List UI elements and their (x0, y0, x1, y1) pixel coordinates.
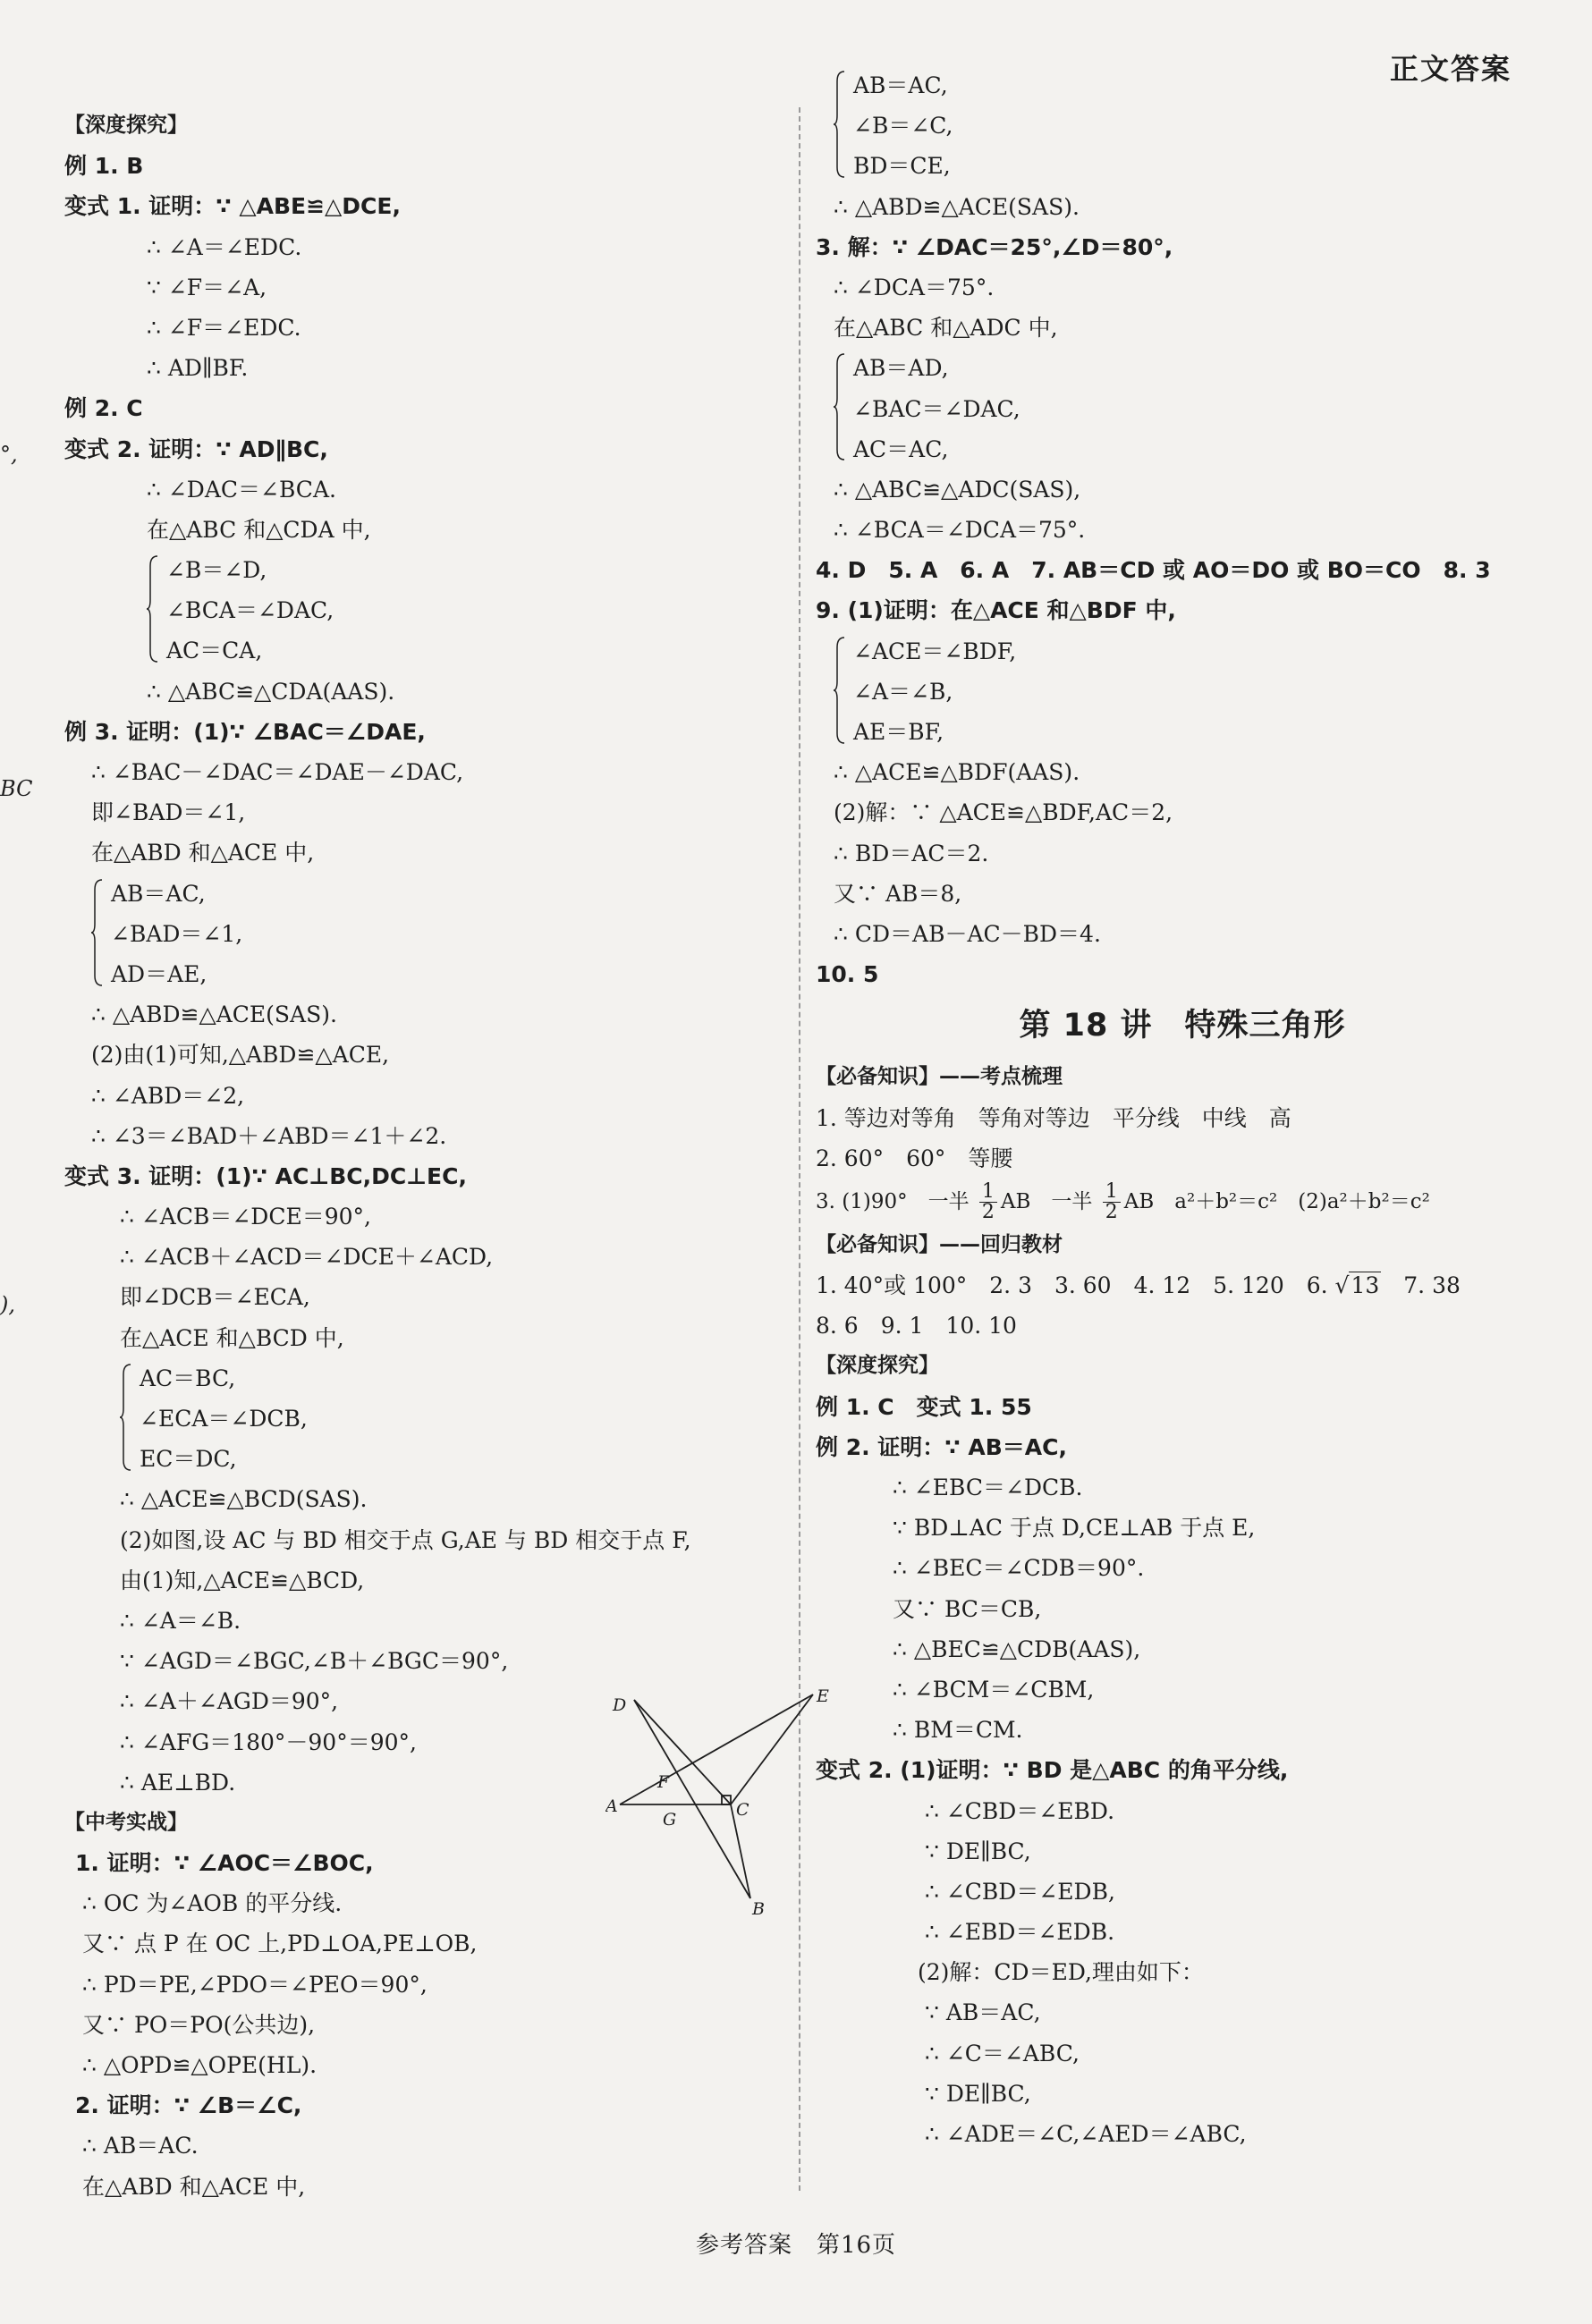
system-line: ∠B＝∠D, (166, 557, 267, 584)
proof-line: ∵ AB＝AC, (925, 1999, 1041, 2026)
proof-line: ∴ ∠ACB＝∠DCE＝90°, (120, 1204, 371, 1230)
proof-line: 在△ACE 和△BCD 中, (120, 1324, 344, 1351)
problem-line: 3. 解：∵ ∠DAC＝25°,∠D＝80°, (816, 233, 1173, 260)
proof-line: 又∵ BC＝CB, (893, 1595, 1042, 1622)
system-line: ∠BAD＝∠1, (111, 920, 243, 947)
proof-line: ∴ △ABD≌△ACE(SAS). (91, 1001, 337, 1028)
proof-line: ∴ ∠CBD＝∠EDB, (925, 1878, 1115, 1905)
proof-line: ∴ ∠ADE＝∠C,∠AED＝∠ABC, (925, 2121, 1247, 2147)
proof-line: ∴ AB＝AC. (82, 2133, 199, 2159)
segment-db (634, 1700, 750, 1898)
denominator: 2 (1105, 1201, 1118, 1224)
section-heading: 【必备知识】——考点梳理 (816, 1065, 1063, 1089)
proof-line: ∴ ∠3＝∠BAD＋∠ABD＝∠1＋∠2. (91, 1122, 447, 1149)
proof-line: (2)由(1)可知,△ABD≌△ACE, (91, 1042, 390, 1069)
answer-text: 1. 40°或 100° 2. 3 3. 60 4. 12 5. 120 6. (816, 1272, 1335, 1299)
denominator: 2 (981, 1201, 995, 1224)
edge-mark: BC (0, 776, 33, 801)
point-label-f: F (657, 1772, 670, 1792)
proof-line: 即∠DCB＝∠ECA, (120, 1284, 310, 1311)
answers-line: 8. 6 9. 1 10. 10 (816, 1313, 1017, 1339)
section-heading: 【深度探究】 (816, 1354, 939, 1378)
equation-system (834, 65, 1549, 187)
edge-mark: ), (0, 1292, 15, 1317)
system-line: AC＝AC, (853, 435, 949, 462)
page-footer: 参考答案 第16页 (695, 2232, 897, 2259)
example-answer: 例 1. C 变式 1. 55 (816, 1393, 1032, 1420)
point-label-g: G (663, 1810, 677, 1830)
answers-line: 10. 5 (816, 961, 879, 988)
example-answer: 例 2. C (64, 395, 143, 422)
section-heading: 【必备知识】——回归教材 (816, 1232, 1063, 1256)
equation-system (834, 631, 1549, 753)
system-line: ∠B＝∠C, (853, 113, 953, 139)
brace-icon (834, 71, 846, 178)
proof-line: ∴ △ABD≌△ACE(SAS). (834, 193, 1080, 220)
proof-line: 又∵ 点 P 在 OC 上,PD⊥OA,PE⊥OB, (82, 1931, 478, 1957)
point-label-d: D (613, 1695, 627, 1715)
proof-line: ∴ △BEC≌△CDB(AAS), (893, 1635, 1141, 1662)
example-answer: 例 1. B (64, 153, 144, 180)
system-line: EC＝DC, (140, 1446, 237, 1473)
section-heading: 【深度探究】 (64, 114, 188, 137)
answer-text: 7. 38 (1381, 1272, 1461, 1299)
problem-line: 9. (1)证明：在△ACE 和△BDF 中, (816, 597, 1176, 624)
answer-text: AB a²＋b²＝c² (2)a²＋b²＝c² (1123, 1189, 1430, 1213)
answers-line (816, 1179, 1549, 1225)
answers-line: 4. D 5. A 6. A 7. AB＝CD 或 AO＝DO 或 BO＝CO 8. 3 (816, 557, 1491, 584)
variant-line: 变式 3. 证明：(1)∵ AC⊥BC,DC⊥EC, (64, 1162, 467, 1189)
system-line: ∠ECA＝∠DCB, (140, 1406, 308, 1432)
radicand: 13 (1351, 1272, 1380, 1299)
answer-text: AB 一半 (1000, 1189, 1093, 1213)
system-line: AE＝BF, (853, 719, 944, 745)
proof-line: ∴ OC 为∠AOB 的平分线. (82, 1890, 343, 1917)
brace-icon (91, 879, 104, 986)
proof-line: (2)如图,设 AC 与 BD 相交于点 G,AE 与 BD 相交于点 F, (120, 1526, 691, 1553)
proof-line: 在△ABC 和△CDA 中, (147, 516, 371, 543)
answers-line: 1. 等边对等角 等角对等边 平分线 中线 高 (816, 1104, 1291, 1131)
section-heading: 【中考实战】 (64, 1810, 188, 1834)
proof-line: ∵ BD⊥AC 于点 D,CE⊥AB 于点 E, (893, 1515, 1256, 1542)
proof-line: (2)解：∵ △ACE≌△BDF,AC＝2, (834, 799, 1173, 826)
system-line: AD＝AE, (111, 960, 207, 987)
system-line: ∠A＝∠B, (853, 678, 953, 705)
example-line: 例 3. 证明：(1)∵ ∠BAC＝∠DAE, (64, 718, 426, 745)
geometry-figure (605, 1684, 838, 1921)
proof-line: ∴ BD＝AC＝2. (834, 840, 989, 866)
proof-line: ∴ AD∥BF. (147, 355, 249, 382)
brace-icon (120, 1364, 132, 1471)
answer-text: 3. (1)90° 一半 (816, 1189, 970, 1213)
lecture-title: 第 18 讲 特殊三角形 (1019, 1008, 1346, 1044)
system-line: AC＝CA, (166, 638, 263, 664)
answers-line: 2. 60° 60° 等腰 (816, 1145, 1013, 1171)
proof-line: ∴ △ABC≌△ADC(SAS), (834, 476, 1081, 503)
proof-line: ∴ ∠AFG＝180°－90°＝90°, (120, 1728, 417, 1755)
proof-line: ∴ ∠ACB＋∠ACD＝∠DCE＋∠ACD, (120, 1244, 494, 1271)
point-label-c: C (736, 1800, 749, 1820)
proof-line: 又∵ AB＝8, (834, 880, 962, 907)
proof-line: ∴ PD＝PE,∠PDO＝∠PEO＝90°, (82, 1971, 428, 1998)
proof-line: ∴ ∠EBD＝∠EDB. (925, 1919, 1115, 1946)
proof-line: ∴ ∠EBC＝∠DCB. (893, 1475, 1083, 1500)
proof-line: ∴ △OPD≌△OPE(HL). (82, 2052, 318, 2078)
proof-line: ∴ AE⊥BD. (120, 1769, 236, 1796)
proof-line: ∴ ∠A＋∠AGD＝90°, (120, 1688, 339, 1715)
system-line: BD＝CE, (853, 153, 951, 180)
proof-line: ∴ ∠DCA＝75°. (834, 274, 995, 300)
point-label-b: B (752, 1899, 765, 1919)
answers-line: 1. 40°或 100° 2. 3 3. 60 4. 12 5. 120 6. √13 7. 38 (816, 1272, 1461, 1299)
proof-line: ∵ ∠AGD＝∠BGC,∠B＋∠BGC＝90°, (120, 1648, 509, 1675)
point-label-e: E (817, 1686, 829, 1706)
proof-line: (2)解：CD＝ED,理由如下： (918, 1959, 1204, 1986)
edge-mark: °, (0, 442, 18, 467)
numerator: 1 (1103, 1182, 1121, 1203)
left-column (64, 106, 829, 2207)
proof-line: ∴ CD＝AB－AC－BD＝4. (834, 920, 1101, 947)
proof-line: 又∵ PO＝PO(公共边), (82, 2011, 316, 2038)
proof-line: ∴ ∠CBD＝∠EBD. (925, 1797, 1115, 1824)
variant-line: 变式 2. (1)证明：∵ BD 是△ABC 的角平分线, (816, 1757, 1289, 1784)
proof-line: ∴ ∠F＝∠EDC. (147, 314, 301, 341)
right-column (816, 72, 1549, 2154)
proof-line: 在△ABD 和△ACE 中, (91, 840, 315, 866)
proof-line: ∴ ∠DAC＝∠BCA. (147, 476, 336, 503)
equation-system (120, 1358, 780, 1480)
equation-system (147, 550, 780, 672)
variant-line: 变式 1. 证明：∵ △ABE≌△DCE, (64, 193, 401, 220)
example-line: 例 2. 证明：∵ AB＝AC, (816, 1433, 1067, 1460)
brace-icon (834, 637, 846, 744)
proof-line: ∵ DE∥BC, (925, 1838, 1031, 1864)
proof-line: ∴ ∠BCA＝∠DCA＝75°. (834, 517, 1086, 544)
proof-line: ∴ △ABC≌△CDA(AAS). (147, 678, 395, 705)
proof-line: ∴ △ACE≌△BCD(SAS). (120, 1486, 368, 1513)
segment-ce (731, 1694, 813, 1804)
fraction (979, 1182, 997, 1222)
fraction (1103, 1182, 1121, 1222)
proof-line: ∴ ∠ABD＝∠2, (91, 1082, 245, 1109)
proof-line: ∴ ∠BCM＝∠CBM, (893, 1676, 1095, 1703)
point-label-a: A (605, 1796, 618, 1816)
numerator: 1 (979, 1182, 997, 1203)
page-header: 正文答案 (1389, 52, 1512, 86)
proof-line: ∴ ∠BAC－∠DAC＝∠DAE－∠DAC, (91, 759, 464, 785)
brace-icon (147, 555, 159, 663)
variant-line: 变式 2. 证明：∵ AD∥BC, (64, 435, 328, 462)
proof-line: ∴ △ACE≌△BDF(AAS). (834, 759, 1080, 786)
proof-line: ∵ DE∥BC, (925, 2080, 1031, 2107)
proof-line: ∵ ∠F＝∠A, (147, 274, 267, 300)
system-line: AB＝AC, (111, 880, 206, 907)
proof-line: ∴ ∠A＝∠EDC. (147, 233, 302, 260)
proof-line: ∴ ∠BEC＝∠CDB＝90°. (893, 1555, 1145, 1582)
proof-line: ∴ ∠A＝∠B. (120, 1607, 241, 1634)
proof-line: 在△ABC 和△ADC 中, (834, 315, 1058, 342)
proof-line: ∴ BM＝CM. (893, 1717, 1023, 1744)
proof-line: 即∠BAD＝∠1, (91, 799, 246, 826)
system-line: ∠BCA＝∠DAC, (166, 597, 334, 624)
proof-line: 在△ABD 和△ACE 中, (82, 2173, 306, 2200)
brace-icon (834, 353, 846, 461)
system-line: AB＝AD, (853, 355, 949, 382)
equation-system (834, 348, 1549, 469)
equation-system (91, 874, 780, 995)
system-line: ∠ACE＝∠BDF, (853, 638, 1017, 664)
problem-line: 1. 证明：∵ ∠AOC＝∠BOC, (75, 1850, 374, 1877)
system-line: AB＝AC, (853, 72, 948, 98)
system-line: AC＝BC, (140, 1365, 236, 1391)
problem-line: 2. 证明：∵ ∠B＝∠C, (75, 2092, 302, 2119)
proof-line: ∴ ∠C＝∠ABC, (925, 2040, 1080, 2066)
system-line: ∠BAC＝∠DAC, (853, 395, 1020, 422)
proof-line: 由(1)知,△ACE≌△BCD, (120, 1567, 365, 1593)
